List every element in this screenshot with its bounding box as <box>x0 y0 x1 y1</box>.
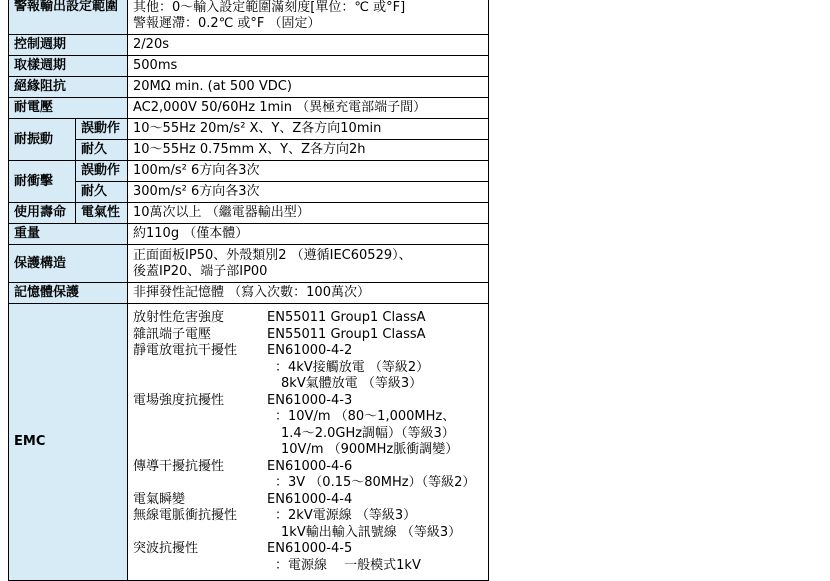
row-shock <box>9 161 489 182</box>
emc-test-name: 無線電脈衝抗擾性 <box>133 508 238 523</box>
emc-test-name <box>133 376 267 393</box>
row-label: 控制週期 <box>9 35 128 56</box>
emc-test-name: 突波抗擾性 <box>133 541 199 556</box>
emc-test-name <box>133 442 267 459</box>
emc-standard: EN61000-4-6 <box>267 458 353 474</box>
sub-label: 誤動作 <box>76 119 128 140</box>
emc-test-name: 放射性危害強度 <box>133 310 225 325</box>
row-memory <box>9 283 489 304</box>
emc-test-name: 電氣瞬變 <box>133 491 186 507</box>
row-label: 耐電壓 <box>9 98 128 119</box>
sub-label: 耐久 <box>76 140 128 161</box>
row-value <box>128 0 489 35</box>
row-value <box>128 245 489 283</box>
row-label: 耐振動 <box>9 119 76 161</box>
emc-standard: EN61000-4-3 <box>267 392 353 408</box>
row-label: EMC <box>9 304 128 581</box>
row-alarm-range <box>9 0 489 35</box>
row-control-period <box>9 35 489 56</box>
row-label: 取樣週期 <box>9 56 128 77</box>
emc-standard: EN61000-4-4 <box>267 491 353 507</box>
emc-level: 8kV氣體放電 （等級3） <box>281 376 423 391</box>
row-value: 約110g （僅本體） <box>128 224 489 245</box>
row-label: 耐衝擊 <box>9 161 76 203</box>
emc-test-name <box>133 525 267 542</box>
emc-value <box>128 304 489 581</box>
row-sampling-period <box>9 56 489 77</box>
emc-test-name <box>133 475 267 492</box>
row-insulation <box>9 77 489 98</box>
sub-label: 耐久 <box>76 182 128 203</box>
row-value: 20MΩ min. (at 500 VDC) <box>128 77 489 98</box>
emc-level: ：4kV接觸放電 （等級2） <box>275 359 430 375</box>
row-value: 2/20s <box>128 35 489 56</box>
row-weight <box>9 224 489 245</box>
emc-level: ：10V/m （80～1,000MHz、 <box>275 409 456 424</box>
row-value: 10～55Hz 0.75mm X、Y、Z各方向2h <box>128 140 489 161</box>
value-line: 其他：0～輸入設定範圍滿刻度[單位：℃ 或°F] <box>133 0 406 15</box>
row-protection <box>9 245 489 283</box>
emc-test-name <box>133 409 267 426</box>
emc-standard: EN61000-4-5 <box>267 541 353 556</box>
row-label: 保護構造 <box>9 245 128 283</box>
emc-level: ：電源線 一般模式1kV <box>275 557 421 573</box>
emc-test-name: 電場強度抗擾性 <box>133 392 225 408</box>
value-line: 警報遲滯：0.2℃ 或°F （固定） <box>133 15 321 31</box>
row-vibration <box>9 119 489 140</box>
emc-level: ：3V （0.15～80MHz）（等級2） <box>275 475 476 490</box>
emc-level: 1.4～2.0GHz調幅）（等級3） <box>281 425 455 441</box>
row-vibration-durability <box>9 140 489 161</box>
row-label: 記憶體保護 <box>9 283 128 304</box>
emc-standard: EN55011 Group1 ClassA <box>267 326 426 342</box>
row-withstand-voltage <box>9 98 489 119</box>
emc-standard: EN61000-4-2 <box>267 343 353 358</box>
row-value: 10～55Hz 20m/s² X、Y、Z各方向10min <box>128 119 489 140</box>
row-value: 500ms <box>128 56 489 77</box>
sub-label: 電氣性 <box>76 203 128 224</box>
value-line: 正面面板IP50、外殼類別2 （遵循IEC60529）、 <box>133 247 412 263</box>
row-shock-durability <box>9 182 489 203</box>
emc-test-name <box>133 426 267 443</box>
row-value: 300m/s² 6方向各3次 <box>128 182 489 203</box>
emc-test-name <box>133 558 267 575</box>
emc-test-name <box>133 360 267 377</box>
row-value: 10萬次以上 （繼電器輸出型） <box>128 203 489 224</box>
row-label: 使用壽命 <box>9 203 76 224</box>
row-label: 絕緣阻抗 <box>9 77 128 98</box>
row-value: AC2,000V 50/60Hz 1min （異極充電部端子間） <box>128 98 489 119</box>
emc-level: 10V/m （900MHz脈衝調變） <box>281 442 459 457</box>
spec-table <box>8 0 489 581</box>
sub-label: 誤動作 <box>76 161 128 182</box>
emc-test-name: 雜訊端子電壓 <box>133 326 212 342</box>
emc-test-name: 傳導干擾抗擾性 <box>133 458 225 474</box>
emc-level: 1kV輸出輸入訊號線 （等級3） <box>281 524 462 540</box>
emc-list <box>133 310 483 574</box>
value-line: 後蓋IP20、端子部IP00 <box>133 263 268 279</box>
emc-test-name: 靜電放電抗干擾性 <box>133 343 238 358</box>
row-value: 100m/s² 6方向各3次 <box>128 161 489 182</box>
row-value: 非揮發性記憶體 （寫入次數：100萬次） <box>128 283 489 304</box>
row-label: 警報輸出設定範圍 <box>9 0 128 35</box>
row-emc <box>9 304 489 581</box>
emc-level: ：2kV電源線 （等級3） <box>275 508 417 523</box>
row-label: 重量 <box>9 224 128 245</box>
row-service-life <box>9 203 489 224</box>
emc-standard: EN55011 Group1 ClassA <box>267 310 426 325</box>
